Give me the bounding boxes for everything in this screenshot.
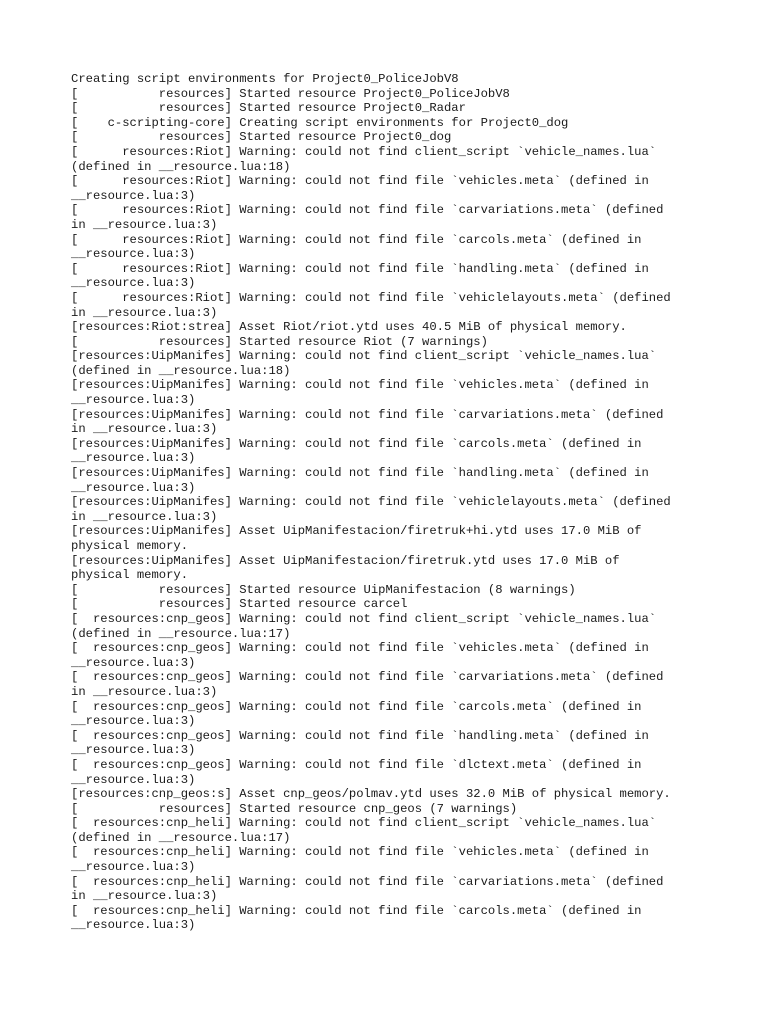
log-line: (defined in __resource.lua:18)	[71, 159, 291, 174]
log-line: [ resources:cnp_heli] Warning: could not find file `carcols.meta` (defined in	[71, 903, 642, 918]
log-line: [ resources:Riot] Warning: could not find file `vehiclelayouts.meta` (defined	[71, 290, 671, 305]
log-line: in __resource.lua:3)	[71, 305, 218, 320]
log-line: [ resources:cnp_heli] Warning: could not find client_script `vehicle_names.lua`	[71, 816, 657, 831]
log-line: __resource.lua:3)	[71, 714, 196, 729]
log-line: [resources:UipManifes] Asset UipManifestacion/firetruk.ytd uses 17.0 MiB of	[71, 553, 620, 568]
console-log	[71, 72, 751, 933]
log-line: __resource.lua:3)	[71, 655, 196, 670]
log-line: (defined in __resource.lua:17)	[71, 830, 291, 845]
log-line: __resource.lua:3)	[71, 772, 196, 787]
log-line: in __resource.lua:3)	[71, 509, 218, 524]
log-line: [ resources:cnp_geos] Warning: could not find file `carcols.meta` (defined in	[71, 699, 642, 714]
log-line: [resources:UipManifes] Warning: could not find file `vehiclelayouts.meta` (defined	[71, 495, 671, 510]
log-line: __resource.lua:3)	[71, 743, 196, 758]
log-line: (defined in __resource.lua:18)	[71, 363, 291, 378]
log-line: [ resources:cnp_geos] Warning: could not find file `vehicles.meta` (defined in	[71, 641, 649, 656]
log-line: [ resources] Started resource Riot (7 warnings)	[71, 334, 488, 349]
log-line: [ resources:cnp_geos] Warning: could not find file `carvariations.meta` (defined	[71, 670, 664, 685]
log-line: physical memory.	[71, 568, 189, 583]
log-line: [resources:UipManifes] Asset UipManifestacion/firetruk+hi.ytd uses 17.0 MiB of	[71, 524, 642, 539]
log-line: [ resources:cnp_heli] Warning: could not find file `carvariations.meta` (defined	[71, 874, 664, 889]
log-line: [ resources] Started resource cnp_geos (7 warnings)	[71, 801, 518, 816]
log-line: [ resources:Riot] Warning: could not find file `vehicles.meta` (defined in	[71, 174, 649, 189]
log-line: in __resource.lua:3)	[71, 422, 218, 437]
log-line: [resources:UipManifes] Warning: could not find file `carvariations.meta` (defined	[71, 407, 664, 422]
log-line: physical memory.	[71, 539, 189, 553]
log-line: in __resource.lua:3)	[71, 889, 218, 904]
log-line: [ resources:Riot] Warning: could not find file `carcols.meta` (defined in	[71, 232, 642, 247]
log-line: [ resources:Riot] Warning: could not find file `handling.meta` (defined in	[71, 261, 649, 276]
log-line: [resources:UipManifes] Warning: could not find file `handling.meta` (defined in	[71, 466, 649, 481]
log-line: [resources:UipManifes] Warning: could not find file `carcols.meta` (defined in	[71, 436, 642, 451]
log-line: [ resources] Started resource Project0_dog	[71, 130, 452, 145]
log-line: __resource.lua:3)	[71, 860, 196, 875]
log-line: [ resources:Riot] Warning: could not find file `carvariations.meta` (defined	[71, 203, 664, 218]
log-line: [ resources] Started resource Project0_Radar	[71, 101, 466, 116]
log-line: in __resource.lua:3)	[71, 217, 218, 232]
log-line: [ resources:cnp_geos] Warning: could not find client_script `vehicle_names.lua`	[71, 611, 657, 626]
log-line: __resource.lua:3)	[71, 188, 196, 203]
log-line: [ resources] Started resource UipManifestacion (8 warnings)	[71, 582, 576, 597]
log-line: in __resource.lua:3)	[71, 684, 218, 699]
log-line: [ resources:cnp_geos] Warning: could not find file `handling.meta` (defined in	[71, 728, 649, 743]
log-line: [ resources:cnp_heli] Warning: could not find file `vehicles.meta` (defined in	[71, 845, 649, 860]
log-line: [ resources] Started resource Project0_PoliceJobV8	[71, 86, 510, 101]
log-line: __resource.lua:3)	[71, 918, 196, 933]
log-line: __resource.lua:3)	[71, 480, 196, 495]
log-line: __resource.lua:3)	[71, 276, 196, 291]
log-line: [resources:UipManifes] Warning: could not find file `vehicles.meta` (defined in	[71, 378, 649, 393]
log-line: __resource.lua:3)	[71, 451, 196, 466]
log-line: (defined in __resource.lua:17)	[71, 626, 291, 641]
log-line: [resources:UipManifes] Warning: could not find client_script `vehicle_names.lua`	[71, 349, 657, 364]
log-line: [ c-scripting-core] Creating script environments for Project0_dog	[71, 115, 569, 130]
log-line: [ resources:Riot] Warning: could not find client_script `vehicle_names.lua`	[71, 144, 657, 159]
log-line: Creating script environments for Project0_PoliceJobV8	[71, 72, 459, 86]
log-line: __resource.lua:3)	[71, 247, 196, 262]
log-line: [ resources:cnp_geos] Warning: could not find file `dlctext.meta` (defined in	[71, 757, 642, 772]
log-line: [resources:cnp_geos:s] Asset cnp_geos/polmav.ytd uses 32.0 MiB of physical memory.	[71, 787, 671, 802]
log-line: __resource.lua:3)	[71, 393, 196, 408]
log-line: [ resources] Started resource carcel	[71, 597, 408, 612]
log-line: [resources:Riot:strea] Asset Riot/riot.ytd uses 40.5 MiB of physical memory.	[71, 320, 627, 335]
